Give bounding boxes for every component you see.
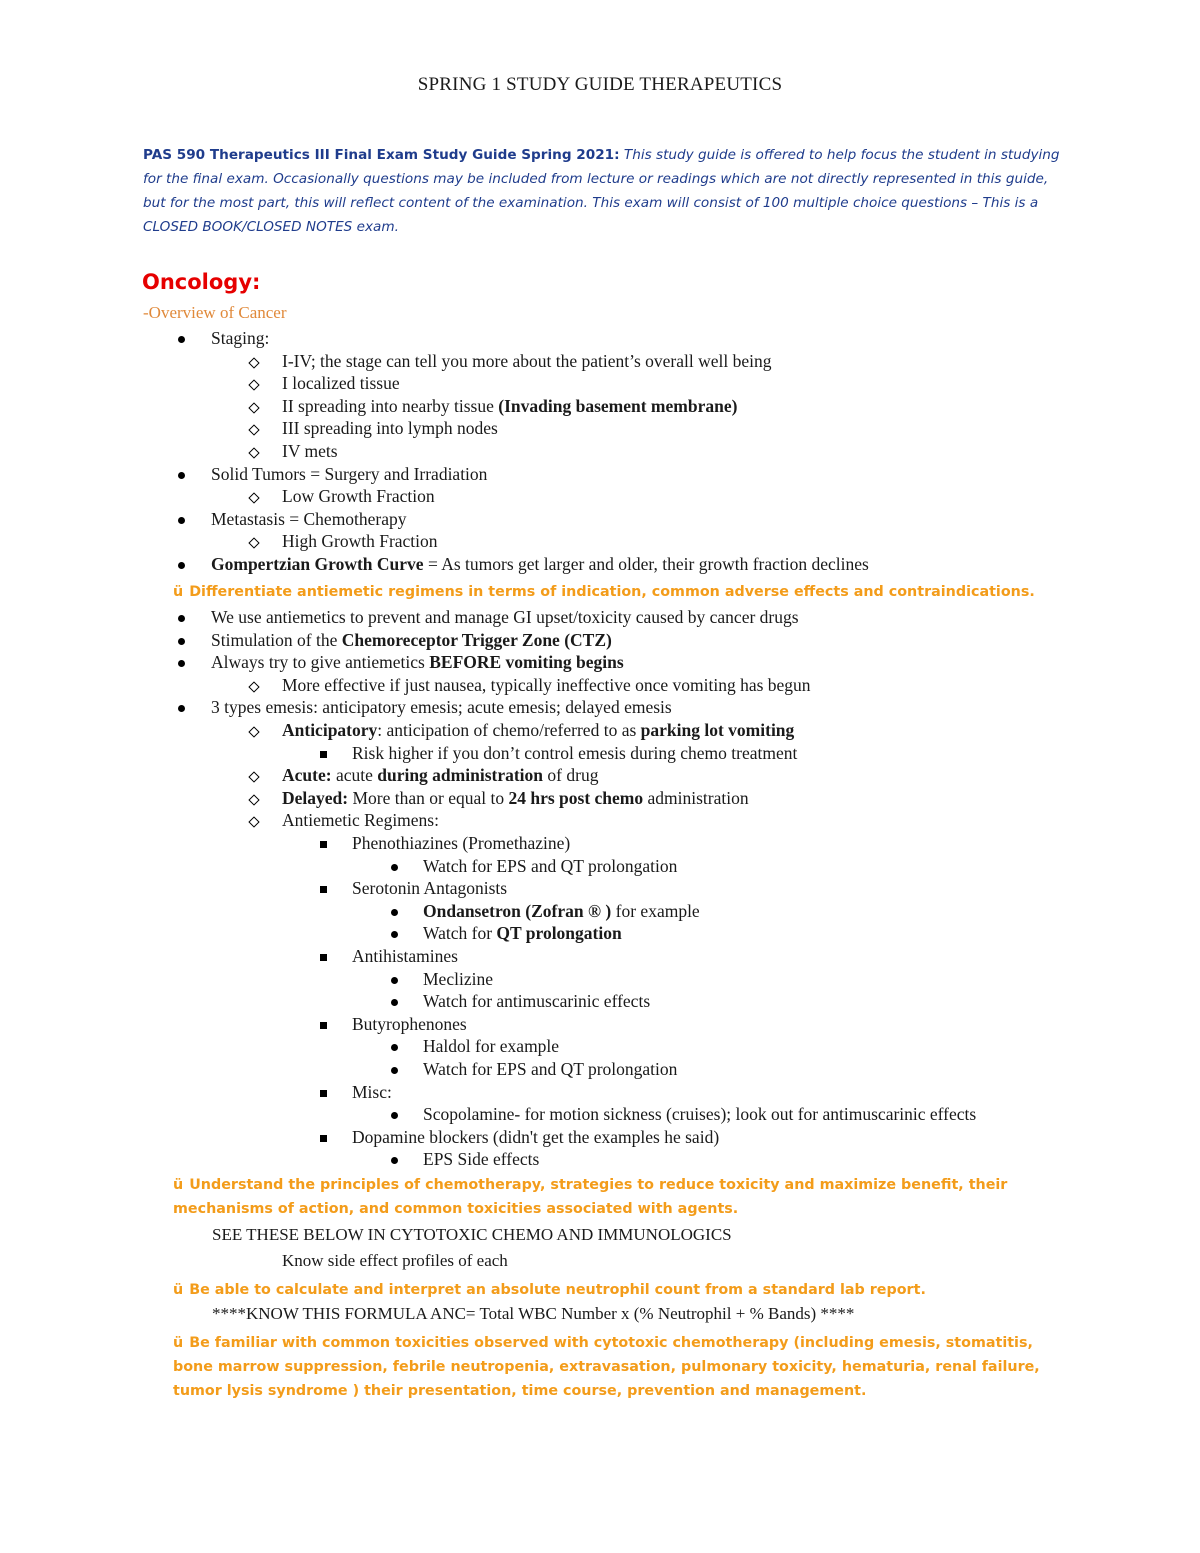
bullet-diamond-icon bbox=[248, 772, 259, 783]
list-item-text: High Growth Fraction bbox=[282, 531, 438, 552]
list-item bbox=[282, 720, 794, 741]
list-item-bold-text: during administration bbox=[377, 765, 544, 786]
bullet-diamond-icon bbox=[248, 402, 259, 413]
list-item-text: Metastasis = Chemotherapy bbox=[211, 508, 407, 529]
bullet-dot-icon bbox=[178, 705, 185, 712]
know-side-line: Know side effect profiles of each bbox=[282, 1251, 508, 1270]
list-item-text: I localized tissue bbox=[282, 373, 400, 394]
list-item-text: Meclizine bbox=[423, 968, 493, 989]
list-item bbox=[352, 878, 507, 899]
list-item bbox=[282, 486, 435, 507]
objective-anc bbox=[173, 1278, 1053, 1302]
list-item-text: of drug bbox=[543, 765, 599, 786]
list-item bbox=[423, 1104, 976, 1125]
bullet-square-icon bbox=[320, 1022, 327, 1029]
list-item bbox=[282, 810, 439, 831]
list-item bbox=[211, 464, 487, 485]
list-item-text: Staging: bbox=[211, 328, 270, 348]
list-item-text: administration bbox=[643, 787, 749, 808]
list-item-text: 3 types emesis: anticipatory emesis; acute emesis; delayed emesis bbox=[211, 697, 672, 718]
list-item bbox=[352, 743, 797, 764]
list-item-text: Serotonin Antagonists bbox=[352, 878, 508, 899]
list-item bbox=[423, 901, 700, 922]
bullet-dot-icon bbox=[391, 931, 398, 938]
list-item-bold-text: QT prolongation bbox=[496, 923, 622, 944]
list-item bbox=[211, 607, 799, 628]
bullet-diamond-icon bbox=[248, 681, 259, 692]
bullet-diamond-icon bbox=[248, 493, 259, 504]
bullet-dot-icon bbox=[178, 562, 185, 569]
list-item-text: I-IV; the stage can tell you more about the patient’s overall well being bbox=[282, 350, 772, 371]
list-item bbox=[352, 833, 570, 854]
bullet-dot-icon bbox=[178, 615, 185, 622]
bullet-dot-icon bbox=[391, 1112, 398, 1119]
list-item-text: More than or equal to bbox=[348, 787, 509, 808]
bullet-dot-icon bbox=[391, 977, 398, 984]
list-item-text: III spreading into lymph nodes bbox=[282, 418, 498, 439]
list-item-text: IV mets bbox=[282, 441, 338, 461]
objective-text: Be able to calculate and interpret an absolute neutrophil count from a standard lab report. bbox=[189, 1282, 926, 1298]
objective-antiemetic bbox=[173, 580, 1053, 604]
bullet-square-icon bbox=[320, 1135, 327, 1142]
list-item-text: Dopamine blockers (didn't get the examples he said) bbox=[352, 1126, 720, 1147]
section-subheading: -Overview of Cancer bbox=[143, 303, 287, 322]
bullet-diamond-icon bbox=[248, 425, 259, 436]
bullet-dot-icon bbox=[391, 1044, 398, 1051]
list-item bbox=[282, 351, 772, 372]
list-item-bold-text: parking lot vomiting bbox=[640, 720, 795, 740]
bullet-dot-icon bbox=[391, 864, 398, 871]
list-item bbox=[211, 554, 869, 575]
bullet-dot-icon bbox=[391, 999, 398, 1006]
list-item bbox=[282, 531, 438, 552]
bullet-square-icon bbox=[320, 886, 327, 893]
list-item bbox=[352, 1082, 392, 1103]
list-item-text: : anticipation of chemo/referred to as bbox=[377, 720, 641, 740]
bullet-square-icon bbox=[320, 841, 327, 848]
list-item-text: = As tumors get larger and older, their growth fraction declines bbox=[423, 554, 869, 574]
list-item-bold-text: Anticipatory bbox=[282, 720, 378, 740]
checkmark-icon: ü bbox=[173, 1282, 184, 1298]
list-item-text: Watch for EPS and QT prolongation bbox=[423, 855, 678, 876]
bullet-diamond-icon bbox=[248, 726, 259, 737]
checkmark-icon: ü bbox=[173, 1335, 184, 1351]
list-item bbox=[423, 991, 650, 1012]
list-item-text: II spreading into nearby tissue bbox=[282, 395, 499, 416]
anc-formula: ****KNOW THIS FORMULA ANC= Total WBC Number x (% Neutrophil + % Bands) **** bbox=[212, 1304, 855, 1323]
list-item-text: Watch for bbox=[423, 923, 497, 944]
list-item-text: Solid Tumors = Surgery and Irradiation bbox=[211, 463, 488, 484]
list-item bbox=[211, 630, 612, 651]
list-item-text: Antiemetic Regimens: bbox=[282, 810, 439, 831]
list-item bbox=[423, 923, 622, 944]
list-item bbox=[423, 1036, 559, 1057]
bullet-diamond-icon bbox=[248, 794, 259, 805]
bullet-dot-icon bbox=[178, 472, 185, 479]
checkmark-icon: ü bbox=[173, 1177, 184, 1193]
section-heading: Oncology: bbox=[142, 270, 261, 294]
list-item bbox=[352, 1127, 719, 1148]
list-item-bold-text: Ondansetron (Zofran ® ) bbox=[423, 900, 612, 921]
list-item-text: Phenothiazines (Promethazine) bbox=[352, 833, 571, 853]
list-item-bold-text: Gompertzian Growth Curve bbox=[211, 554, 424, 574]
page-title: SPRING 1 STUDY GUIDE THERAPEUTICS bbox=[417, 74, 783, 95]
list-item-bold-text: 24 hrs post chemo bbox=[508, 787, 644, 808]
list-item-text: acute bbox=[331, 765, 378, 786]
bullet-dot-icon bbox=[178, 517, 185, 524]
objective-text: Differentiate antiemetic regimens in terms of indication, common adverse effects and contraindications. bbox=[189, 584, 1035, 600]
bullet-diamond-icon bbox=[248, 447, 259, 458]
list-item bbox=[211, 509, 407, 530]
list-item bbox=[423, 856, 677, 877]
list-item-text: Always try to give antiemetics bbox=[211, 652, 430, 673]
list-item bbox=[352, 1014, 467, 1035]
list-item-text: Misc: bbox=[352, 1081, 392, 1102]
bullet-diamond-icon bbox=[248, 357, 259, 368]
bullet-square-icon bbox=[320, 954, 327, 961]
list-item-text: We use antiemetics to prevent and manage GI upset/toxicity caused by cancer drugs bbox=[211, 607, 799, 627]
list-item-text: for example bbox=[611, 900, 700, 921]
bullet-diamond-icon bbox=[248, 380, 259, 391]
bullet-dot-icon bbox=[391, 909, 398, 916]
list-item bbox=[423, 969, 493, 990]
list-item bbox=[423, 1059, 677, 1080]
objective-toxicities bbox=[173, 1331, 1053, 1403]
list-item-bold-text: (Invading basement membrane) bbox=[498, 395, 738, 416]
bullet-dot-icon bbox=[391, 1067, 398, 1074]
intro-text: This study guide is offered to help focus the student in studying for the final exam. Occasionally questions may be included from lecture or readings which are not directly represented in this guide, but for the most part, this will reflect content of the examination. This exam will consist of 100 multiple choice questions – This is a CLOSED BOOK/CLOSED NOTES exam. bbox=[143, 147, 1060, 235]
intro-paragraph bbox=[143, 143, 1073, 239]
objective-text: Understand the principles of chemotherapy, strategies to reduce toxicity and maximize benefit, their mechanisms of action, and common toxicities associated with agents. bbox=[173, 1177, 1008, 1217]
list-item-bold-text: BEFORE vomiting begins bbox=[429, 652, 624, 673]
bullet-diamond-icon bbox=[248, 538, 259, 549]
list-item-text: Antihistamines bbox=[352, 946, 458, 966]
list-item bbox=[423, 1149, 539, 1170]
list-item bbox=[282, 418, 498, 439]
list-item-text: Stimulation of the bbox=[211, 629, 342, 650]
bullet-square-icon bbox=[320, 751, 327, 758]
list-item-text: Butyrophenones bbox=[352, 1013, 467, 1034]
list-item bbox=[282, 396, 737, 417]
list-item-bold-text: Chemoreceptor Trigger Zone (CTZ) bbox=[341, 629, 612, 650]
list-item-text: Risk higher if you don’t control emesis during chemo treatment bbox=[352, 742, 798, 763]
list-item-text: Watch for EPS and QT prolongation bbox=[423, 1059, 678, 1079]
bullet-diamond-icon bbox=[248, 817, 259, 828]
list-item-text: More effective if just nausea, typically ineffective once vomiting has begun bbox=[282, 674, 811, 695]
list-item bbox=[352, 946, 458, 967]
bullet-dot-icon bbox=[391, 1157, 398, 1164]
list-item bbox=[211, 697, 672, 718]
list-item bbox=[211, 652, 624, 673]
checkmark-icon: ü bbox=[173, 584, 184, 600]
list-item-bold-text: Acute: bbox=[282, 765, 332, 786]
objective-text: Be familiar with common toxicities observed with cytotoxic chemotherapy (including emesis, stomatitis, bone marrow suppression, febrile neutropenia, extravasation, pulmonary toxicity, hematuria, renal failure, tumor lysis syndrome ) their presentation, time course, prevention and management. bbox=[173, 1335, 1040, 1399]
list-item bbox=[282, 373, 400, 394]
list-item-text: EPS Side effects bbox=[423, 1149, 540, 1170]
list-item-bold-text: Delayed: bbox=[282, 787, 349, 808]
bullet-square-icon bbox=[320, 1090, 327, 1097]
bullet-dot-icon bbox=[178, 660, 185, 667]
see-below-line: SEE THESE BELOW IN CYTOTOXIC CHEMO AND IMMUNOLOGICS bbox=[212, 1225, 732, 1244]
list-item-text: Low Growth Fraction bbox=[282, 486, 435, 507]
list-item-text: Watch for antimuscarinic effects bbox=[423, 991, 651, 1012]
bullet-dot-icon bbox=[178, 638, 185, 645]
bullet-dot-icon bbox=[178, 336, 185, 343]
list-item-text: Haldol for example bbox=[423, 1036, 560, 1057]
list-item bbox=[282, 765, 598, 786]
intro-bold: PAS 590 Therapeutics III Final Exam Study Guide Spring 2021: bbox=[143, 147, 620, 163]
list-item bbox=[282, 441, 338, 462]
list-item bbox=[282, 788, 749, 809]
list-item-text: Scopolamine- for motion sickness (cruises); look out for antimuscarinic effects bbox=[423, 1104, 977, 1125]
objective-chemo-principles bbox=[173, 1173, 1053, 1221]
list-item bbox=[211, 328, 269, 349]
list-item bbox=[282, 675, 811, 696]
